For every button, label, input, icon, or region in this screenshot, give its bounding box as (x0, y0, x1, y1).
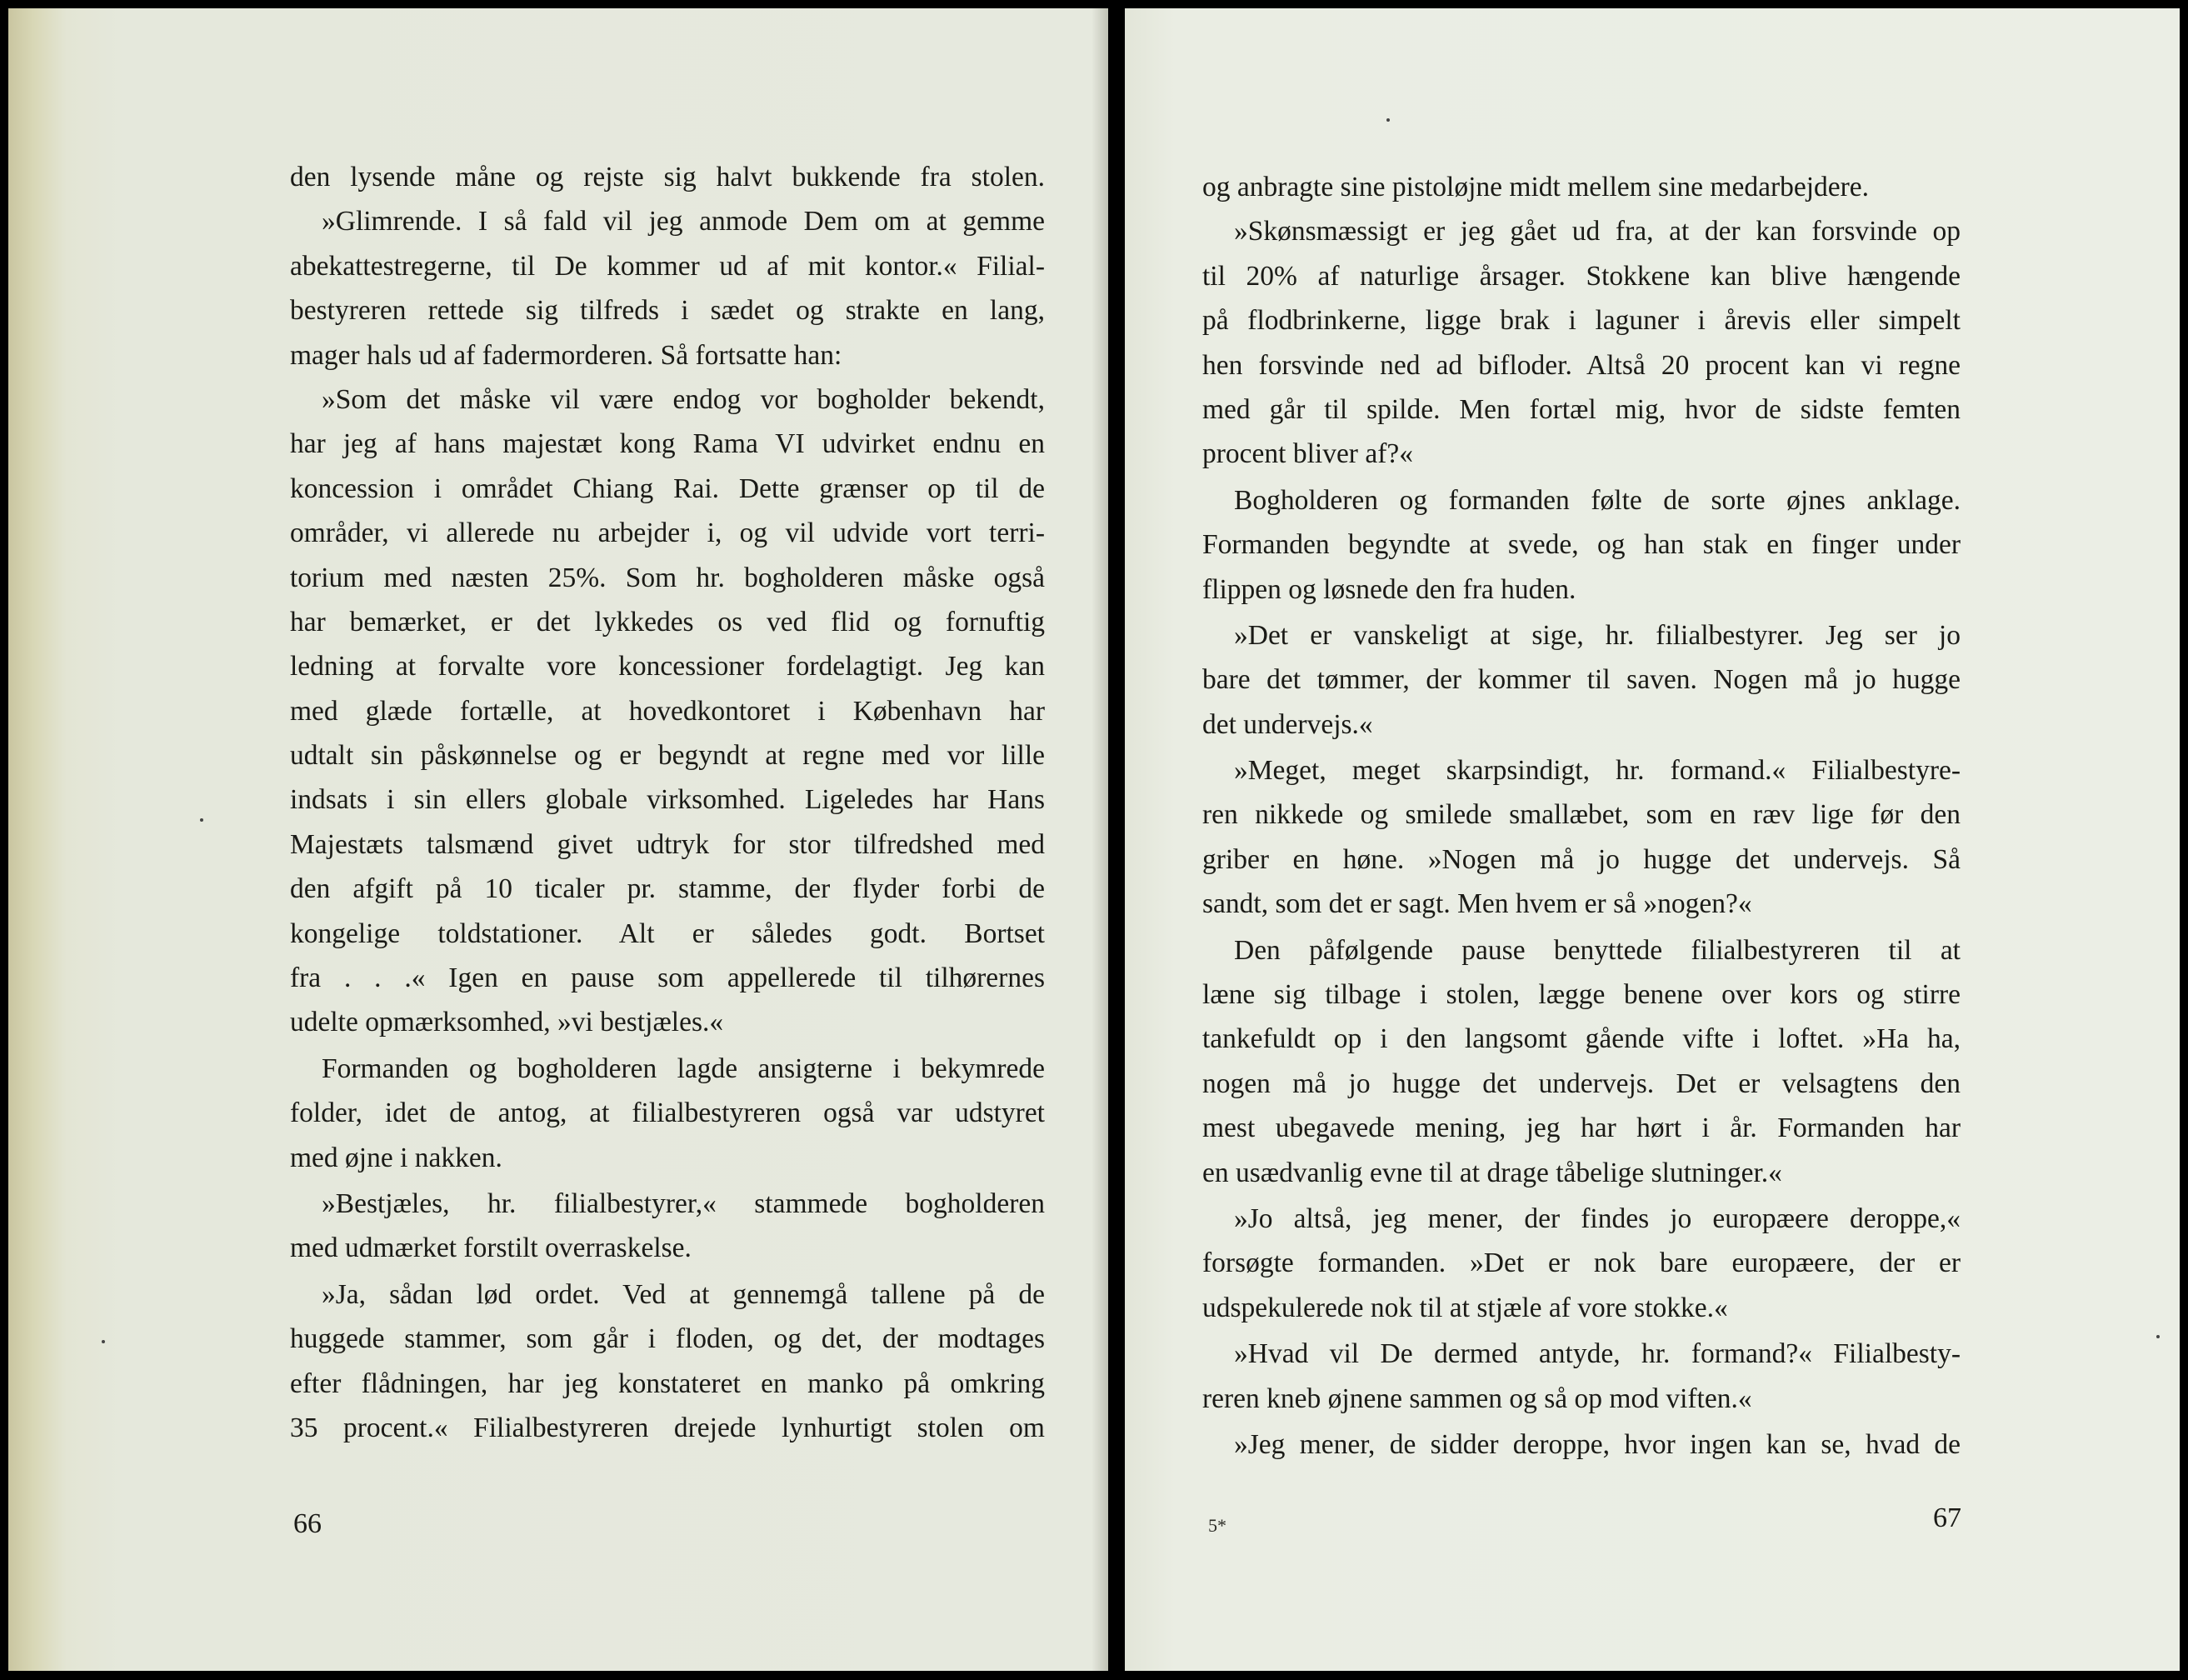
text-line: fra . . .« Igen en pause som appellerede til tilhørernes (290, 962, 1045, 994)
text-line: udelte opmærksomhed, »vi bestjæles.« (290, 1007, 724, 1038)
text-line: reren kneb øjnene sammen og så op mod viften.« (1202, 1382, 1752, 1414)
text-line: læne sig tilbage i stolen, lægge benene over kors og stirre (1202, 979, 1961, 1011)
text-line: områder, vi allerede nu arbejder i, og vil udvide vort terri- (290, 518, 1045, 549)
text-line: har bemærket, er det lykkedes os ved flid og fornuftig (290, 606, 1045, 638)
text-line: den afgift på 10 ticaler pr. stamme, der flyder forbi de (290, 873, 1045, 905)
text-line: procent bliver af?« (1202, 438, 1413, 470)
text-line: »Meget, meget skarpsindigt, hr. formand.« Filialbestyre- (1234, 755, 1961, 787)
text-line: mest ubegavede mening, jeg har hørt i år. Formanden har (1202, 1112, 1961, 1144)
text-line: bestyreren rettede sig tilfreds i sædet og strakte en lang, (290, 295, 1045, 327)
paper-speck (102, 1340, 105, 1343)
left-page-text (290, 155, 1045, 1450)
text-line: indsats i sin ellers globale virksomhed. Ligeledes har Hans (290, 784, 1045, 816)
text-line: ledning at forvalte vore koncessioner fordelagtigt. Jeg kan (290, 651, 1045, 682)
text-line: huggede stammer, som går i floden, og det, der modtages (290, 1323, 1045, 1355)
text-line: på flodbrinkerne, ligge brak i laguner i årevis eller simpelt (1202, 305, 1961, 337)
text-line: »Glimrende. I så fald vil jeg anmode Dem om at gemme (322, 206, 1045, 238)
right-page-text (1202, 165, 1961, 1467)
text-line: »Jo altså, jeg mener, der findes jo europæere deroppe,« (1234, 1202, 1961, 1234)
paper-speck (2156, 1335, 2160, 1338)
text-line: flippen og løsnede den fra huden. (1202, 573, 1576, 605)
text-line: »Ja, sådan lød ordet. Ved at gennemgå tallene på de (322, 1278, 1045, 1310)
text-line: »Skønsmæssigt er jeg gået ud fra, at der kan forsvinde op (1234, 216, 1961, 248)
text-line: »Bestjæles, hr. filialbestyrer,« stammede bogholderen (322, 1188, 1045, 1219)
gutter-shadow (1092, 8, 1108, 1671)
text-line: sandt, som det er sagt. Men hvem er så »nogen?« (1202, 888, 1752, 920)
text-line: og anbragte sine pistoløjne midt mellem sine medarbejdere. (1202, 172, 1870, 202)
text-line: ren nikkede og smilede smallæbet, som en ræv lige før den (1202, 799, 1961, 831)
left-page (8, 8, 1108, 1671)
text-line: den lysende måne og rejste sig halvt bukkende fra stolen. (290, 162, 1045, 192)
text-line: udspekulerede nok til at stjæle af vore stokke.« (1202, 1292, 1728, 1323)
text-line: Formanden og bogholderen lagde ansigterne i bekymrede (322, 1052, 1045, 1084)
text-line: med går til spilde. Men fortæl mig, hvor de sidste femten (1202, 393, 1961, 425)
paper-speck (200, 818, 203, 822)
text-line: en usædvanlig evne til at drage tåbelige slutninger.« (1202, 1157, 1782, 1188)
text-line: med udmærket forstilt overraskelse. (290, 1232, 692, 1264)
text-line: Bogholderen og formanden følte de sorte øjnes anklage. (1234, 484, 1961, 516)
text-line: »Jeg mener, de sidder deroppe, hvor ingen kan se, hvad de (1234, 1428, 1961, 1460)
text-line: griber en høne. »Nogen må jo hugge det undervejs. Så (1202, 843, 1961, 875)
text-line: har jeg af hans majestæt kong Rama VI udvirket endnu en (290, 428, 1045, 460)
text-line: efter flådningen, har jeg konstateret en manko på omkring (290, 1368, 1045, 1399)
page-number: 67 (1933, 1502, 1961, 1533)
text-line: mager hals ud af fadermorderen. Så fortsatte han: (290, 339, 842, 371)
text-line: Formanden begyndte at svede, og han stak en finger under (1202, 529, 1961, 561)
text-line: med øjne i nakken. (290, 1142, 502, 1173)
text-line: abekattestregerne, til De kommer ud af mit kontor.« Filial- (290, 250, 1045, 282)
text-line: til 20% af naturlige årsager. Stokkene kan blive hængende (1202, 260, 1961, 292)
text-line: »Som det måske vil være endog vor bogholder bekendt, (322, 383, 1045, 415)
text-line: bare det tømmer, der kommer til saven. Nogen må jo hugge (1202, 664, 1961, 696)
text-line: tankefuldt op i den langsomt gående vifte i loftet. »Ha ha, (1202, 1023, 1961, 1055)
text-line: forsøgte formanden. »Det er nok bare europæere, der er (1202, 1248, 1961, 1279)
text-line: udtalt sin påskønnelse og er begyndt at regne med vor lille (290, 740, 1045, 772)
text-line: Majestæts talsmænd givet udtryk for stor tilfredshed med (290, 828, 1045, 860)
text-line: 35 procent.« Filialbestyreren drejede lynhurtigt stolen om (290, 1412, 1045, 1443)
text-line: det undervejs.« (1202, 708, 1373, 740)
text-line: hen forsvinde ned ad bifloder. Altså 20 procent kan vi regne (1202, 349, 1961, 381)
text-line: koncession i området Chiang Rai. Dette grænser op til de (290, 472, 1045, 504)
text-line: torium med næsten 25%. Som hr. bogholderen måske også (290, 562, 1045, 593)
text-line: »Hvad vil De dermed antyde, hr. formand?« Filialbesty- (1234, 1338, 1961, 1370)
page-number: 66 (293, 1508, 322, 1539)
text-line: kongelige toldstationer. Alt er således godt. Bortset (290, 918, 1045, 949)
text-line: »Det er vanskeligt at sige, hr. filialbestyrer. Jeg ser jo (1234, 619, 1961, 651)
text-line: Den påfølgende pause benyttede filialbestyreren til at (1234, 934, 1961, 966)
text-line: med glæde fortælle, at hovedkontoret i København har (290, 695, 1045, 727)
text-line: nogen må jo hugge det undervejs. Det er velsagtens den (1202, 1068, 1961, 1099)
paper-speck (1386, 118, 1390, 122)
signature-mark: 5* (1208, 1515, 1226, 1536)
text-line: folder, idet de antog, at filialbestyreren også var udstyret (290, 1098, 1045, 1129)
right-page (1125, 8, 2180, 1671)
